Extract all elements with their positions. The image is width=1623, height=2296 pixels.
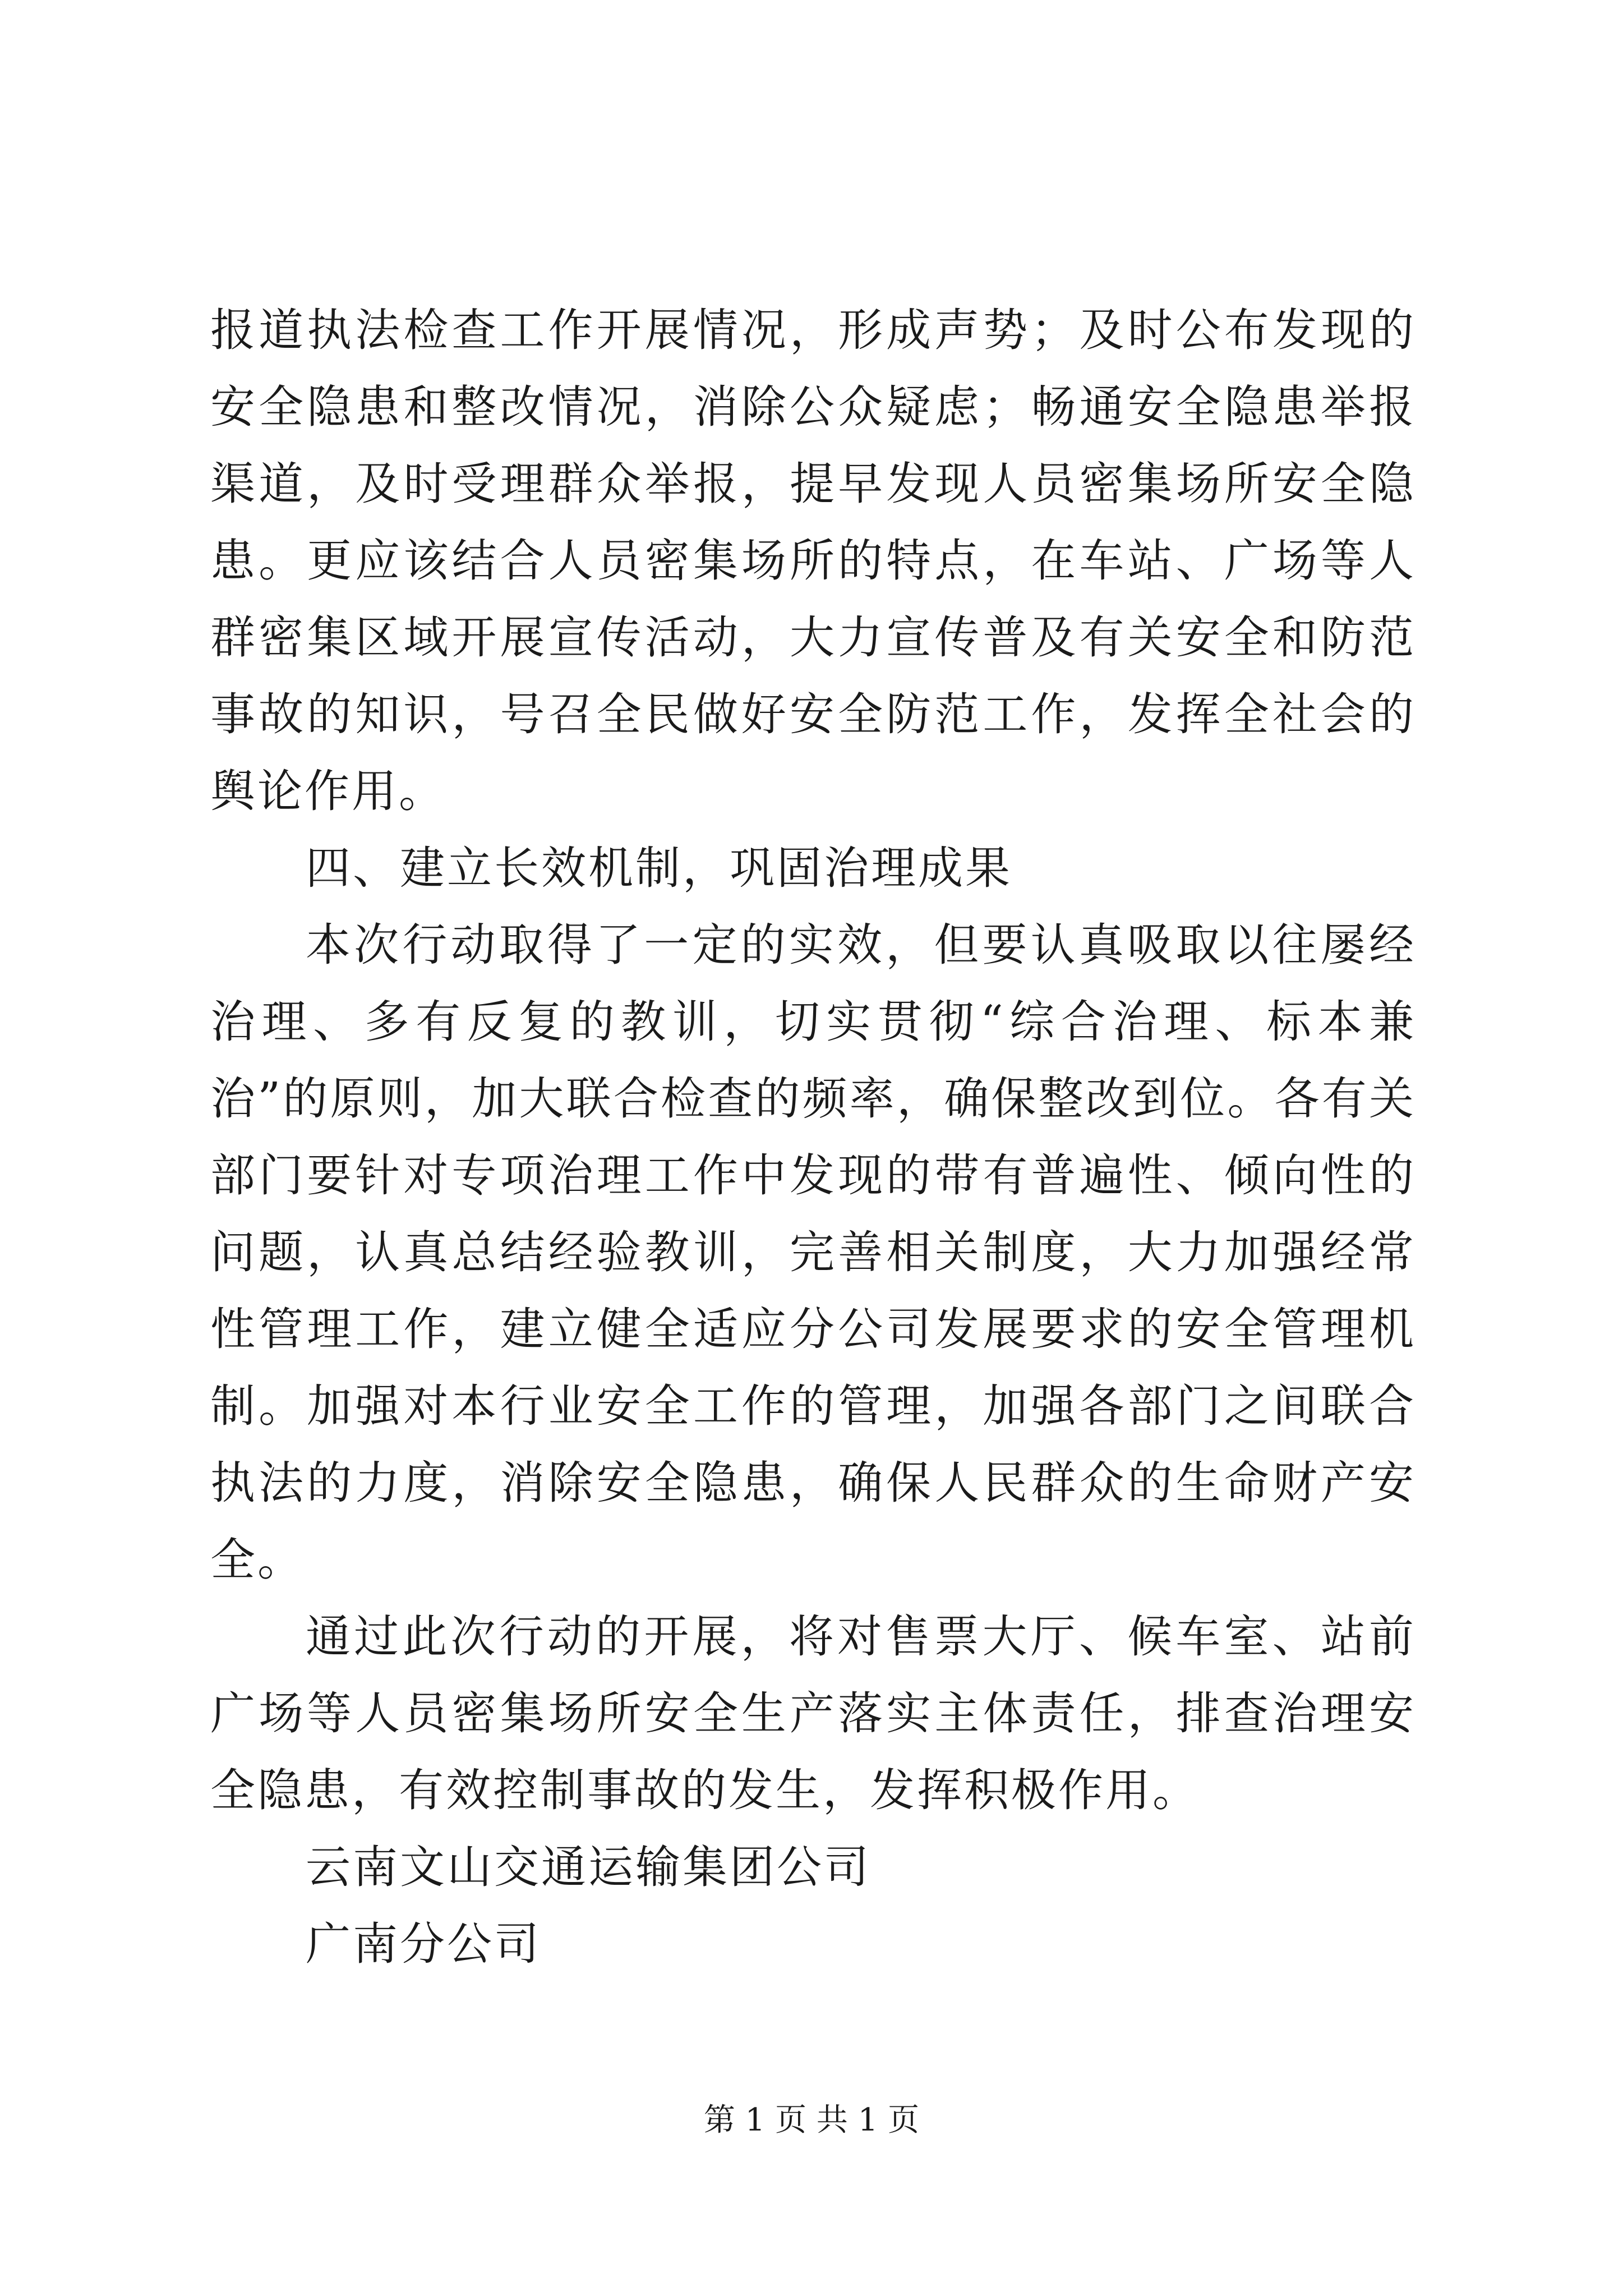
signature-organization: 云南文山交通运输集团公司 <box>306 1841 871 1893</box>
section-heading: 四、建立长效机制，巩固治理成果 <box>306 842 1012 894</box>
document-body <box>210 292 1416 1982</box>
signature-branch: 广南分公司 <box>306 1918 541 1970</box>
paragraph-long-term-mechanism: 本次行动取得了一定的实效，但要认真吸取以往屡经治理、多有反复的教训，切实贯彻“综合治理、标本兼治”的原则，加大联合检查的频率，确保整改到位。各有关部门要针对专项治理工作中发现的带有普遍性、倾向性的问题，认真总结经验教训，完善相关制度，大力加强经常性管理工作，建立健全适应分公司发展要求的安全管理机制。加强对本行业安全工作的管理，加强各部门之间联合执法的力度，消除安全隐患，确保人民群众的生命财产安全。 <box>210 919 1416 1586</box>
paragraph-conclusion: 通过此次行动的开展，将对售票大厅、候车室、站前广场等人员密集场所安全生产落实主体责任，排查治理安全隐患，有效控制事故的发生，发挥积极作用。 <box>210 1611 1416 1816</box>
paragraph-continued: 报道执法检查工作开展情况，形成声势；及时公布发现的安全隐患和整改情况，消除公众疑虑；畅通安全隐患举报渠道，及时受理群众举报，提早发现人员密集场所安全隐患。更应该结合人员密集场所的特点，在车站、广场等人群密集区域开展宣传活动，大力宣传普及有关安全和防范事故的知识，号召全民做好安全防范工作，发挥全社会的舆论作用。 <box>210 304 1416 817</box>
page-number-footer: 第 1 页 共 1 页 <box>703 2102 920 2138</box>
